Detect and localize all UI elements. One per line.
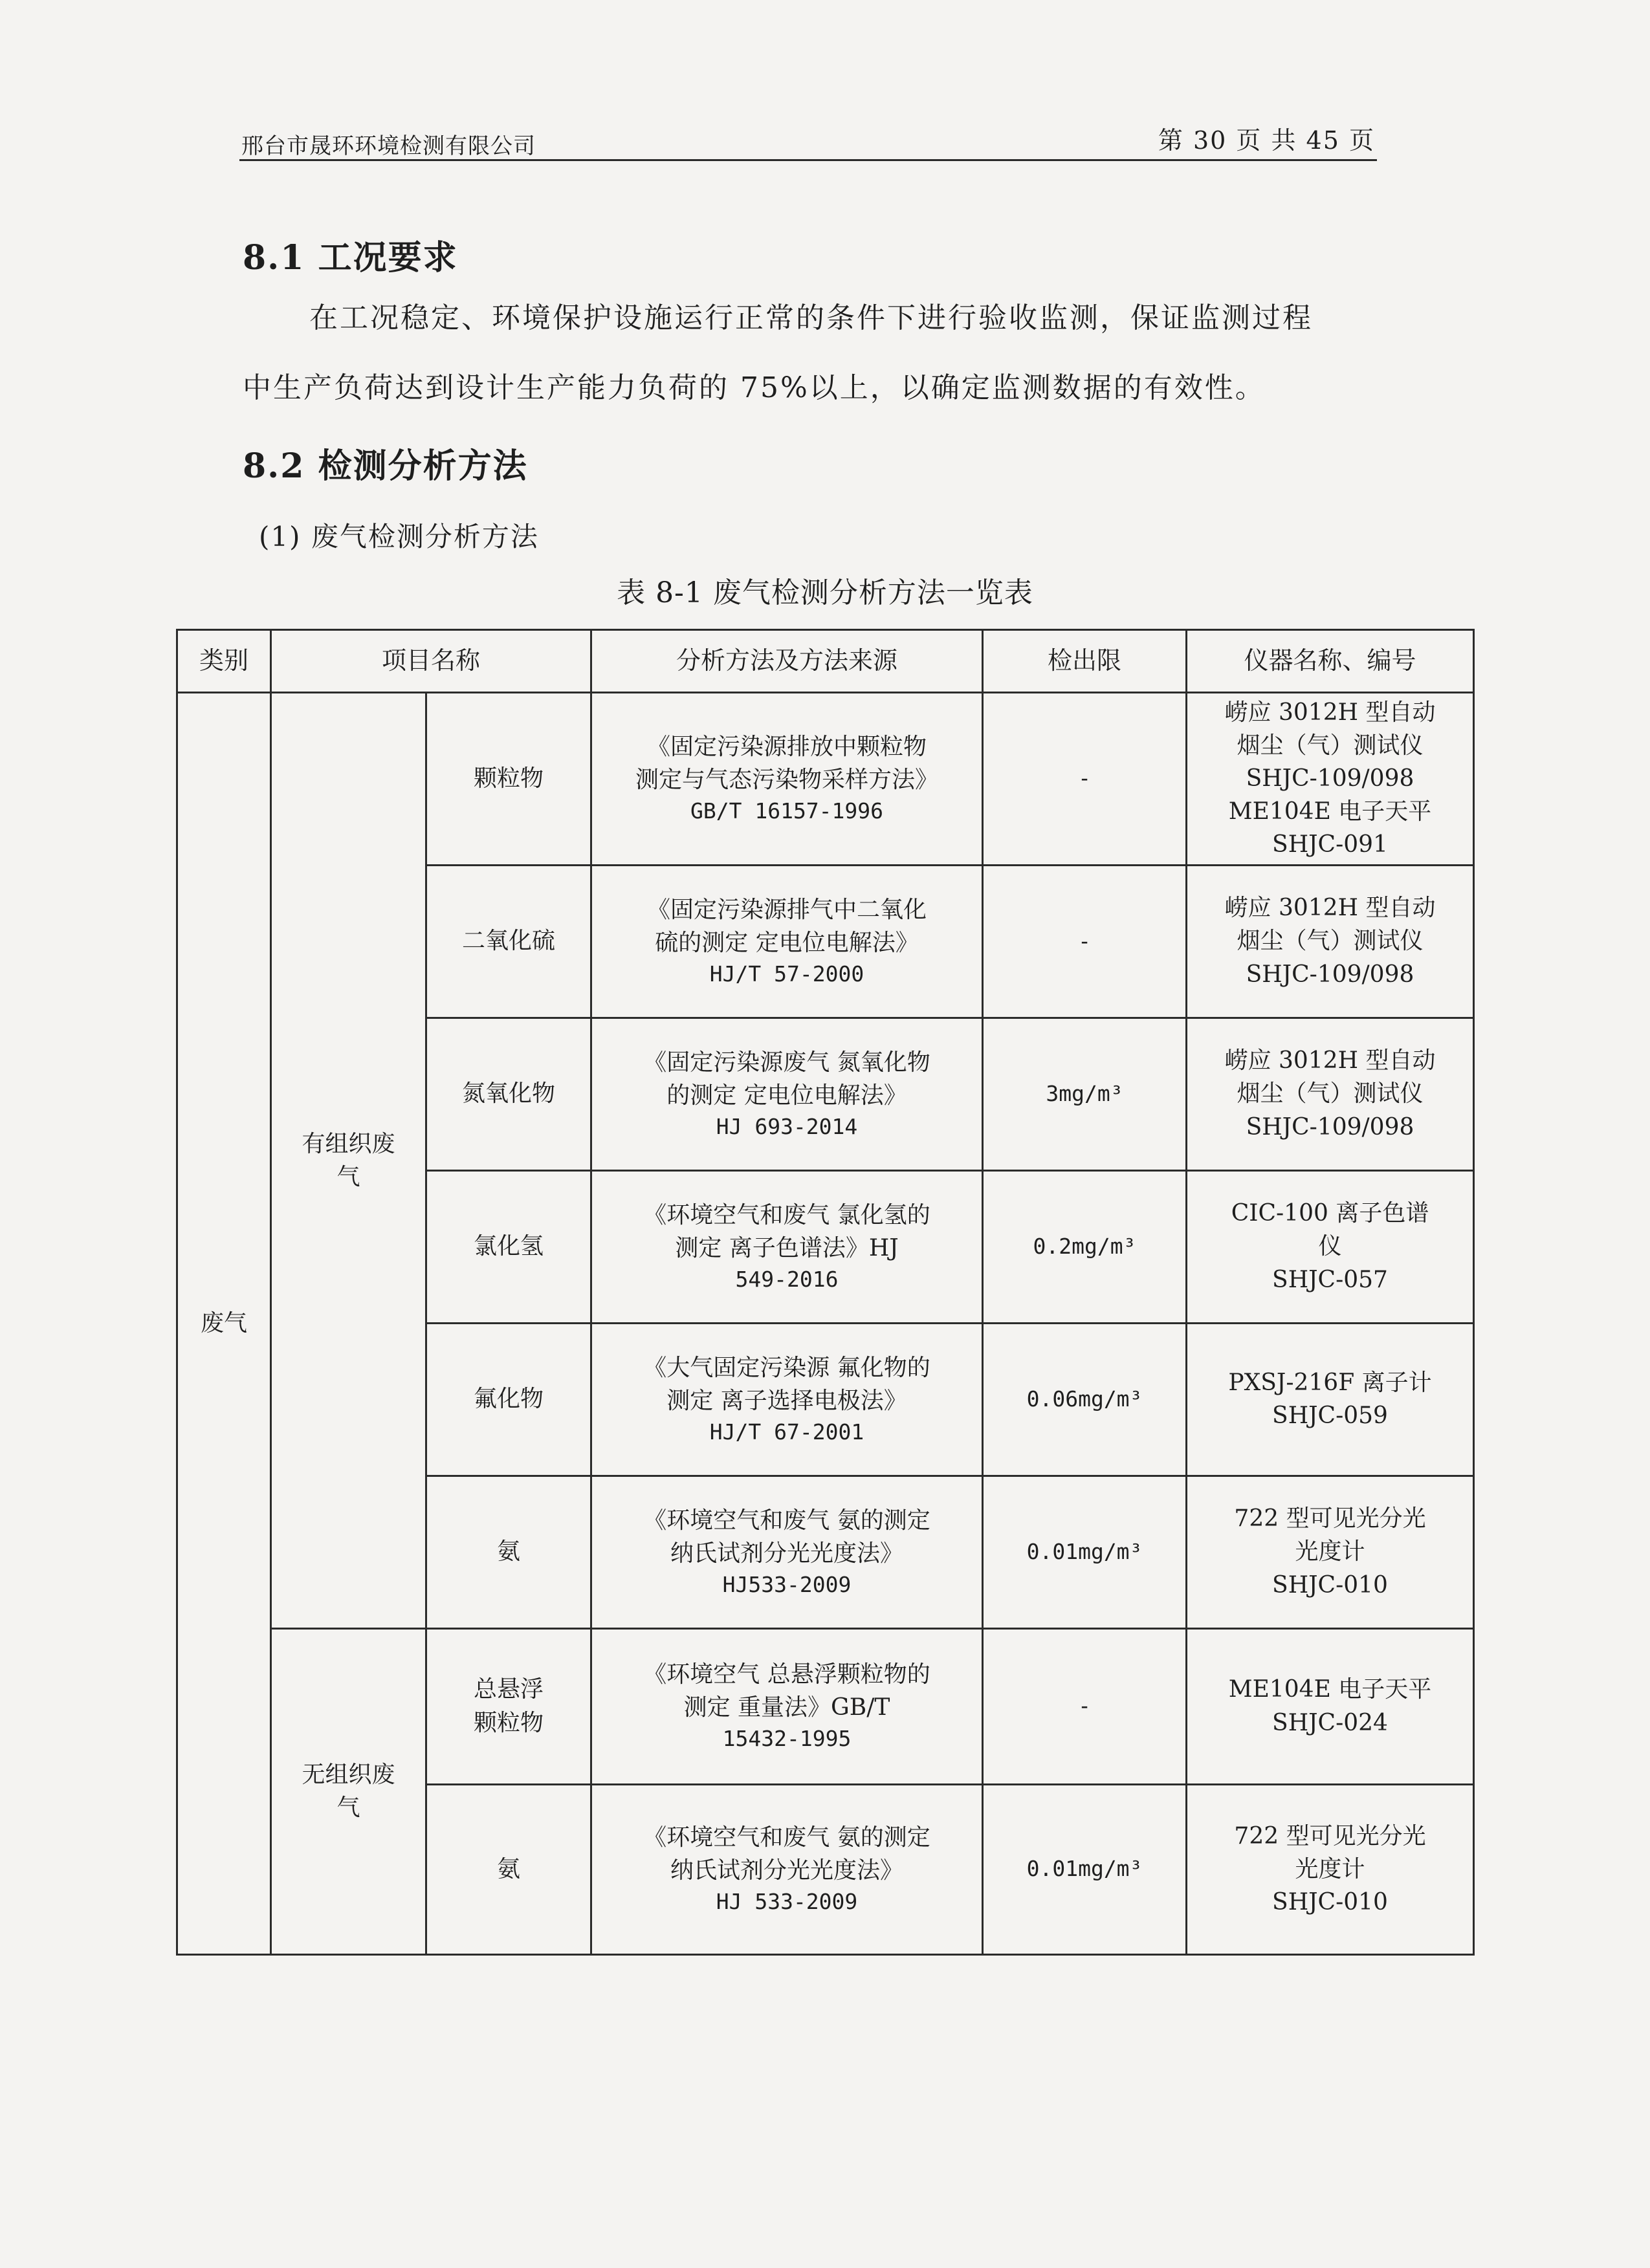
group-organized-cell: 有组织废气 (271, 693, 426, 1629)
instrument-line: 烟尘（气）测试仪 (1237, 1080, 1424, 1107)
instrument-line: 光度计 (1295, 1855, 1365, 1882)
instrument-cell (1187, 1628, 1474, 1784)
header-instrument: 仪器名称、编号 (1187, 630, 1474, 693)
method-line: 《固定污染源排气中二氧化 (647, 896, 927, 923)
method-line: HJ/T 67-2001 (709, 1419, 864, 1445)
table-row (177, 1628, 1474, 1784)
instrument-line: ME104E 电子天平 (1228, 798, 1432, 825)
header-method: 分析方法及方法来源 (591, 630, 983, 693)
instrument-line: SHJC-010 (1272, 1889, 1388, 1916)
detection-limit-cell: 3mg/m³ (983, 1018, 1187, 1170)
method-cell (591, 1784, 983, 1954)
method-line: 《环境空气和废气 氯化氢的 (643, 1201, 930, 1228)
section-8-2-subtitle: (1) 废气检测分析方法 (259, 521, 539, 552)
instrument-line: 722 型可见光分光 (1234, 1822, 1426, 1849)
item-name-cell: 氨 (426, 1784, 591, 1954)
header-rule (239, 159, 1377, 161)
instrument-line: SHJC-109/098 (1246, 961, 1414, 988)
method-line: 纳氏试剂分光光度法》 (670, 1540, 904, 1567)
instrument-cell (1187, 1170, 1474, 1323)
instrument-line: SHJC-010 (1272, 1571, 1388, 1598)
instrument-line: SHJC-057 (1272, 1266, 1388, 1293)
category-cell: 废气 (177, 693, 271, 1955)
detection-limit-cell: 0.01mg/m³ (983, 1784, 1187, 1954)
header-company: 邢台市晟环环境检测有限公司 (241, 133, 536, 159)
instrument-line: SHJC-024 (1272, 1709, 1388, 1736)
section-8-1-title: 8.1 工况要求 (243, 238, 458, 278)
item-name-cell: 氯化氢 (426, 1170, 591, 1323)
method-line: 《固定污染源废气 氮氧化物 (643, 1049, 930, 1076)
detection-limit-cell: 0.06mg/m³ (983, 1323, 1187, 1476)
method-cell (591, 865, 983, 1018)
instrument-line: 烟尘（气）测试仪 (1237, 928, 1424, 955)
method-line: 549-2016 (735, 1266, 839, 1292)
detection-limit-cell: 0.01mg/m³ (983, 1476, 1187, 1628)
instrument-cell (1187, 1476, 1474, 1628)
instrument-line: SHJC-059 (1272, 1402, 1388, 1430)
item-name-cell: 氟化物 (426, 1323, 591, 1476)
detection-limit-cell: - (983, 1628, 1187, 1784)
instrument-line: 722 型可见光分光 (1234, 1505, 1426, 1532)
method-cell (591, 1476, 983, 1628)
method-line: 纳氏试剂分光光度法》 (670, 1857, 904, 1884)
item-name-cell: 颗粒物 (426, 693, 591, 866)
method-line: 《环境空气和废气 氨的测定 (643, 1507, 930, 1534)
instrument-line: ME104E 电子天平 (1228, 1676, 1432, 1703)
method-cell (591, 1323, 983, 1476)
instrument-cell (1187, 1323, 1474, 1476)
table-header-row (177, 630, 1474, 693)
instrument-line: 崂应 3012H 型自动 (1224, 895, 1436, 922)
detection-limit-cell: - (983, 865, 1187, 1018)
section-8-2-title: 8.2 检测分析方法 (243, 446, 528, 486)
method-line: 硫的测定 定电位电解法》 (655, 929, 919, 956)
method-line: 测定 重量法》GB/T (683, 1694, 890, 1721)
instrument-cell (1187, 1784, 1474, 1954)
group-unorganized-cell: 无组织废气 (271, 1628, 426, 1954)
instrument-line: 崂应 3012H 型自动 (1224, 699, 1436, 726)
item-name-cell: 总悬浮颗粒物 (426, 1628, 591, 1784)
instrument-line: 烟尘（气）测试仪 (1237, 732, 1424, 759)
instrument-line: 崂应 3012H 型自动 (1224, 1047, 1436, 1074)
methods-table (176, 629, 1475, 1956)
header-category: 类别 (177, 630, 271, 693)
method-line: 测定 离子选择电极法》 (666, 1387, 907, 1414)
method-line: 《大气固定污染源 氟化物的 (643, 1354, 930, 1381)
section-8-1-para-line1: 在工况稳定、环境保护设施运行正常的条件下进行验收监测，保证监测过程 (309, 301, 1313, 334)
method-cell (591, 693, 983, 866)
method-line: 测定与气态污染物采样方法》 (635, 767, 939, 794)
item-name-cell: 氨 (426, 1476, 591, 1628)
header-page-info: 第 30 页 共 45 页 (1158, 126, 1375, 155)
detection-limit-cell: - (983, 693, 1187, 866)
instrument-cell (1187, 693, 1474, 866)
instrument-line: PXSJ-216F 离子计 (1228, 1369, 1432, 1396)
instrument-line: SHJC-091 (1272, 831, 1388, 858)
instrument-cell (1187, 1018, 1474, 1170)
table-row (177, 693, 1474, 866)
instrument-line: 仪 (1318, 1233, 1342, 1260)
table-caption: 表 8-1 废气检测分析方法一览表 (617, 576, 1033, 609)
item-name-cell: 二氧化硫 (426, 865, 591, 1018)
method-cell (591, 1170, 983, 1323)
method-line: HJ 533-2009 (716, 1889, 858, 1915)
method-line: 《环境空气和废气 氨的测定 (643, 1824, 930, 1851)
item-name-cell: 氮氧化物 (426, 1018, 591, 1170)
method-line: HJ533-2009 (722, 1571, 852, 1597)
method-line: 《固定污染源排放中颗粒物 (647, 734, 927, 761)
instrument-line: 光度计 (1295, 1538, 1365, 1565)
header-item: 项目名称 (271, 630, 591, 693)
method-line: 测定 离子色谱法》HJ (675, 1234, 899, 1261)
instrument-line: SHJC-109/098 (1246, 765, 1414, 792)
detection-limit-cell: 0.2mg/m³ (983, 1170, 1187, 1323)
method-line: HJ/T 57-2000 (709, 961, 864, 987)
instrument-line: SHJC-109/098 (1246, 1113, 1414, 1140)
method-line: GB/T 16157-1996 (690, 798, 884, 824)
instrument-cell (1187, 865, 1474, 1018)
header-limit: 检出限 (983, 630, 1187, 693)
method-line: 《环境空气 总悬浮颗粒物的 (643, 1661, 930, 1688)
method-cell (591, 1018, 983, 1170)
method-cell (591, 1628, 983, 1784)
method-line: 15432-1995 (722, 1726, 852, 1752)
method-line: 的测定 定电位电解法》 (666, 1082, 907, 1109)
method-line: HJ 693-2014 (716, 1113, 858, 1139)
section-8-1-para-line2: 中生产负荷达到设计生产能力负荷的 75%以上，以确定监测数据的有效性。 (243, 371, 1266, 404)
instrument-line: CIC-100 离子色谱 (1231, 1200, 1429, 1227)
